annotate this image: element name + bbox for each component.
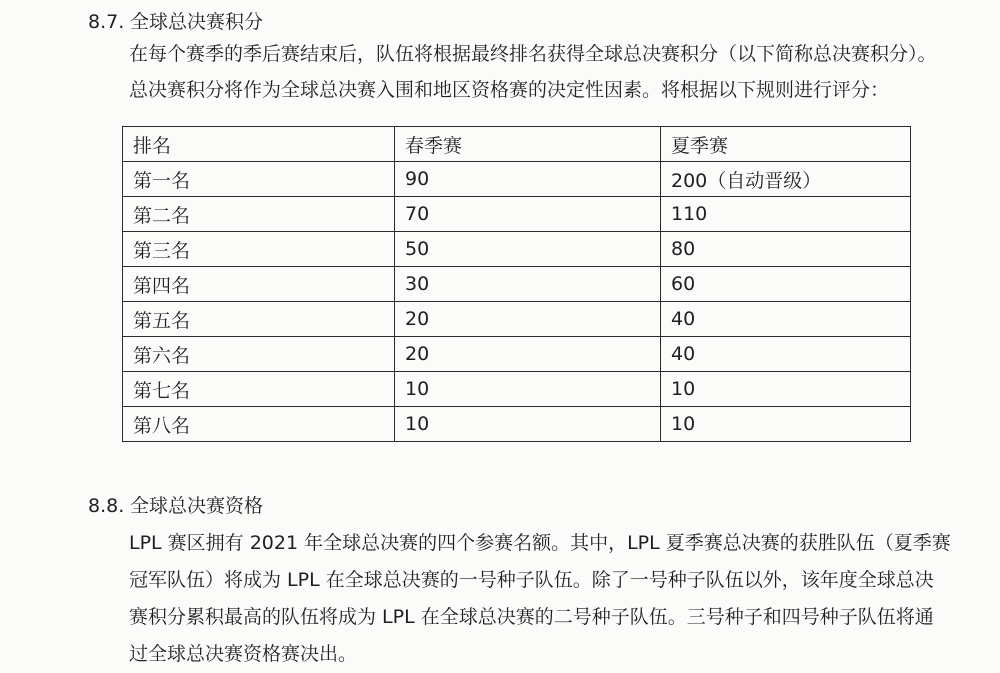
summer-points-cell: 60 [661,267,911,302]
summer-points-cell: 200（自动晋级） [661,162,911,197]
section-8-8-heading [88,494,263,518]
points-table [122,126,911,442]
section-title: 全球总决赛积分 [130,11,264,33]
table-header-row [123,127,911,162]
summer-points-cell: 40 [661,337,911,372]
header-rank: 排名 [123,127,395,162]
section-8-7-paragraph [129,36,937,108]
section-title: 全球总决赛资格 [130,495,264,517]
header-summer: 夏季赛 [661,127,911,162]
table-row [123,302,911,337]
section-number: 8.7. [88,11,125,33]
header-spring: 春季赛 [395,127,661,162]
spring-points-cell: 90 [395,162,661,197]
table-row [123,267,911,302]
rank-cell: 第一名 [123,162,395,197]
table-row [123,197,911,232]
rank-cell: 第五名 [123,302,395,337]
paragraph-line: 冠军队伍）将成为 LPL 在全球总决赛的一号种子队伍。除了一号种子队伍以外，该年度全球总决 [129,569,934,591]
paragraph-line: 总决赛积分将作为全球总决赛入围和地区资格赛的决定性因素。将根据以下规则进行评分： [129,79,890,101]
rank-cell: 第三名 [123,232,395,267]
summer-points-cell: 40 [661,302,911,337]
rank-cell: 第八名 [123,407,395,442]
spring-points-cell: 10 [395,407,661,442]
paragraph-line: 在每个赛季的季后赛结束后，队伍将根据最终排名获得全球总决赛积分（以下简称总决赛积分）。 [129,43,937,65]
spring-points-cell: 30 [395,267,661,302]
spring-points-cell: 10 [395,372,661,407]
paragraph-line: LPL 赛区拥有 2021 年全球总决赛的四个参赛名额。其中，LPL 夏季赛总决赛的获胜队伍（夏季赛 [129,532,951,554]
summer-points-cell: 110 [661,197,911,232]
table-row [123,162,911,197]
section-8-7-heading [88,10,263,34]
spring-points-cell: 70 [395,197,661,232]
rank-cell: 第七名 [123,372,395,407]
spring-points-cell: 20 [395,302,661,337]
summer-points-cell: 10 [661,372,911,407]
table-row [123,232,911,267]
section-8-8-paragraph [129,525,951,673]
rank-cell: 第二名 [123,197,395,232]
paragraph-line: 过全球总决赛资格赛决出。 [129,643,358,665]
section-number: 8.8. [88,495,125,517]
table-row [123,337,911,372]
spring-points-cell: 50 [395,232,661,267]
spring-points-cell: 20 [395,337,661,372]
table-row [123,407,911,442]
rank-cell: 第六名 [123,337,395,372]
paragraph-line: 赛积分累积最高的队伍将成为 LPL 在全球总决赛的二号种子队伍。三号种子和四号种子队伍将通 [129,606,934,628]
rank-cell: 第四名 [123,267,395,302]
table-row [123,372,911,407]
summer-points-cell: 80 [661,232,911,267]
summer-points-cell: 10 [661,407,911,442]
